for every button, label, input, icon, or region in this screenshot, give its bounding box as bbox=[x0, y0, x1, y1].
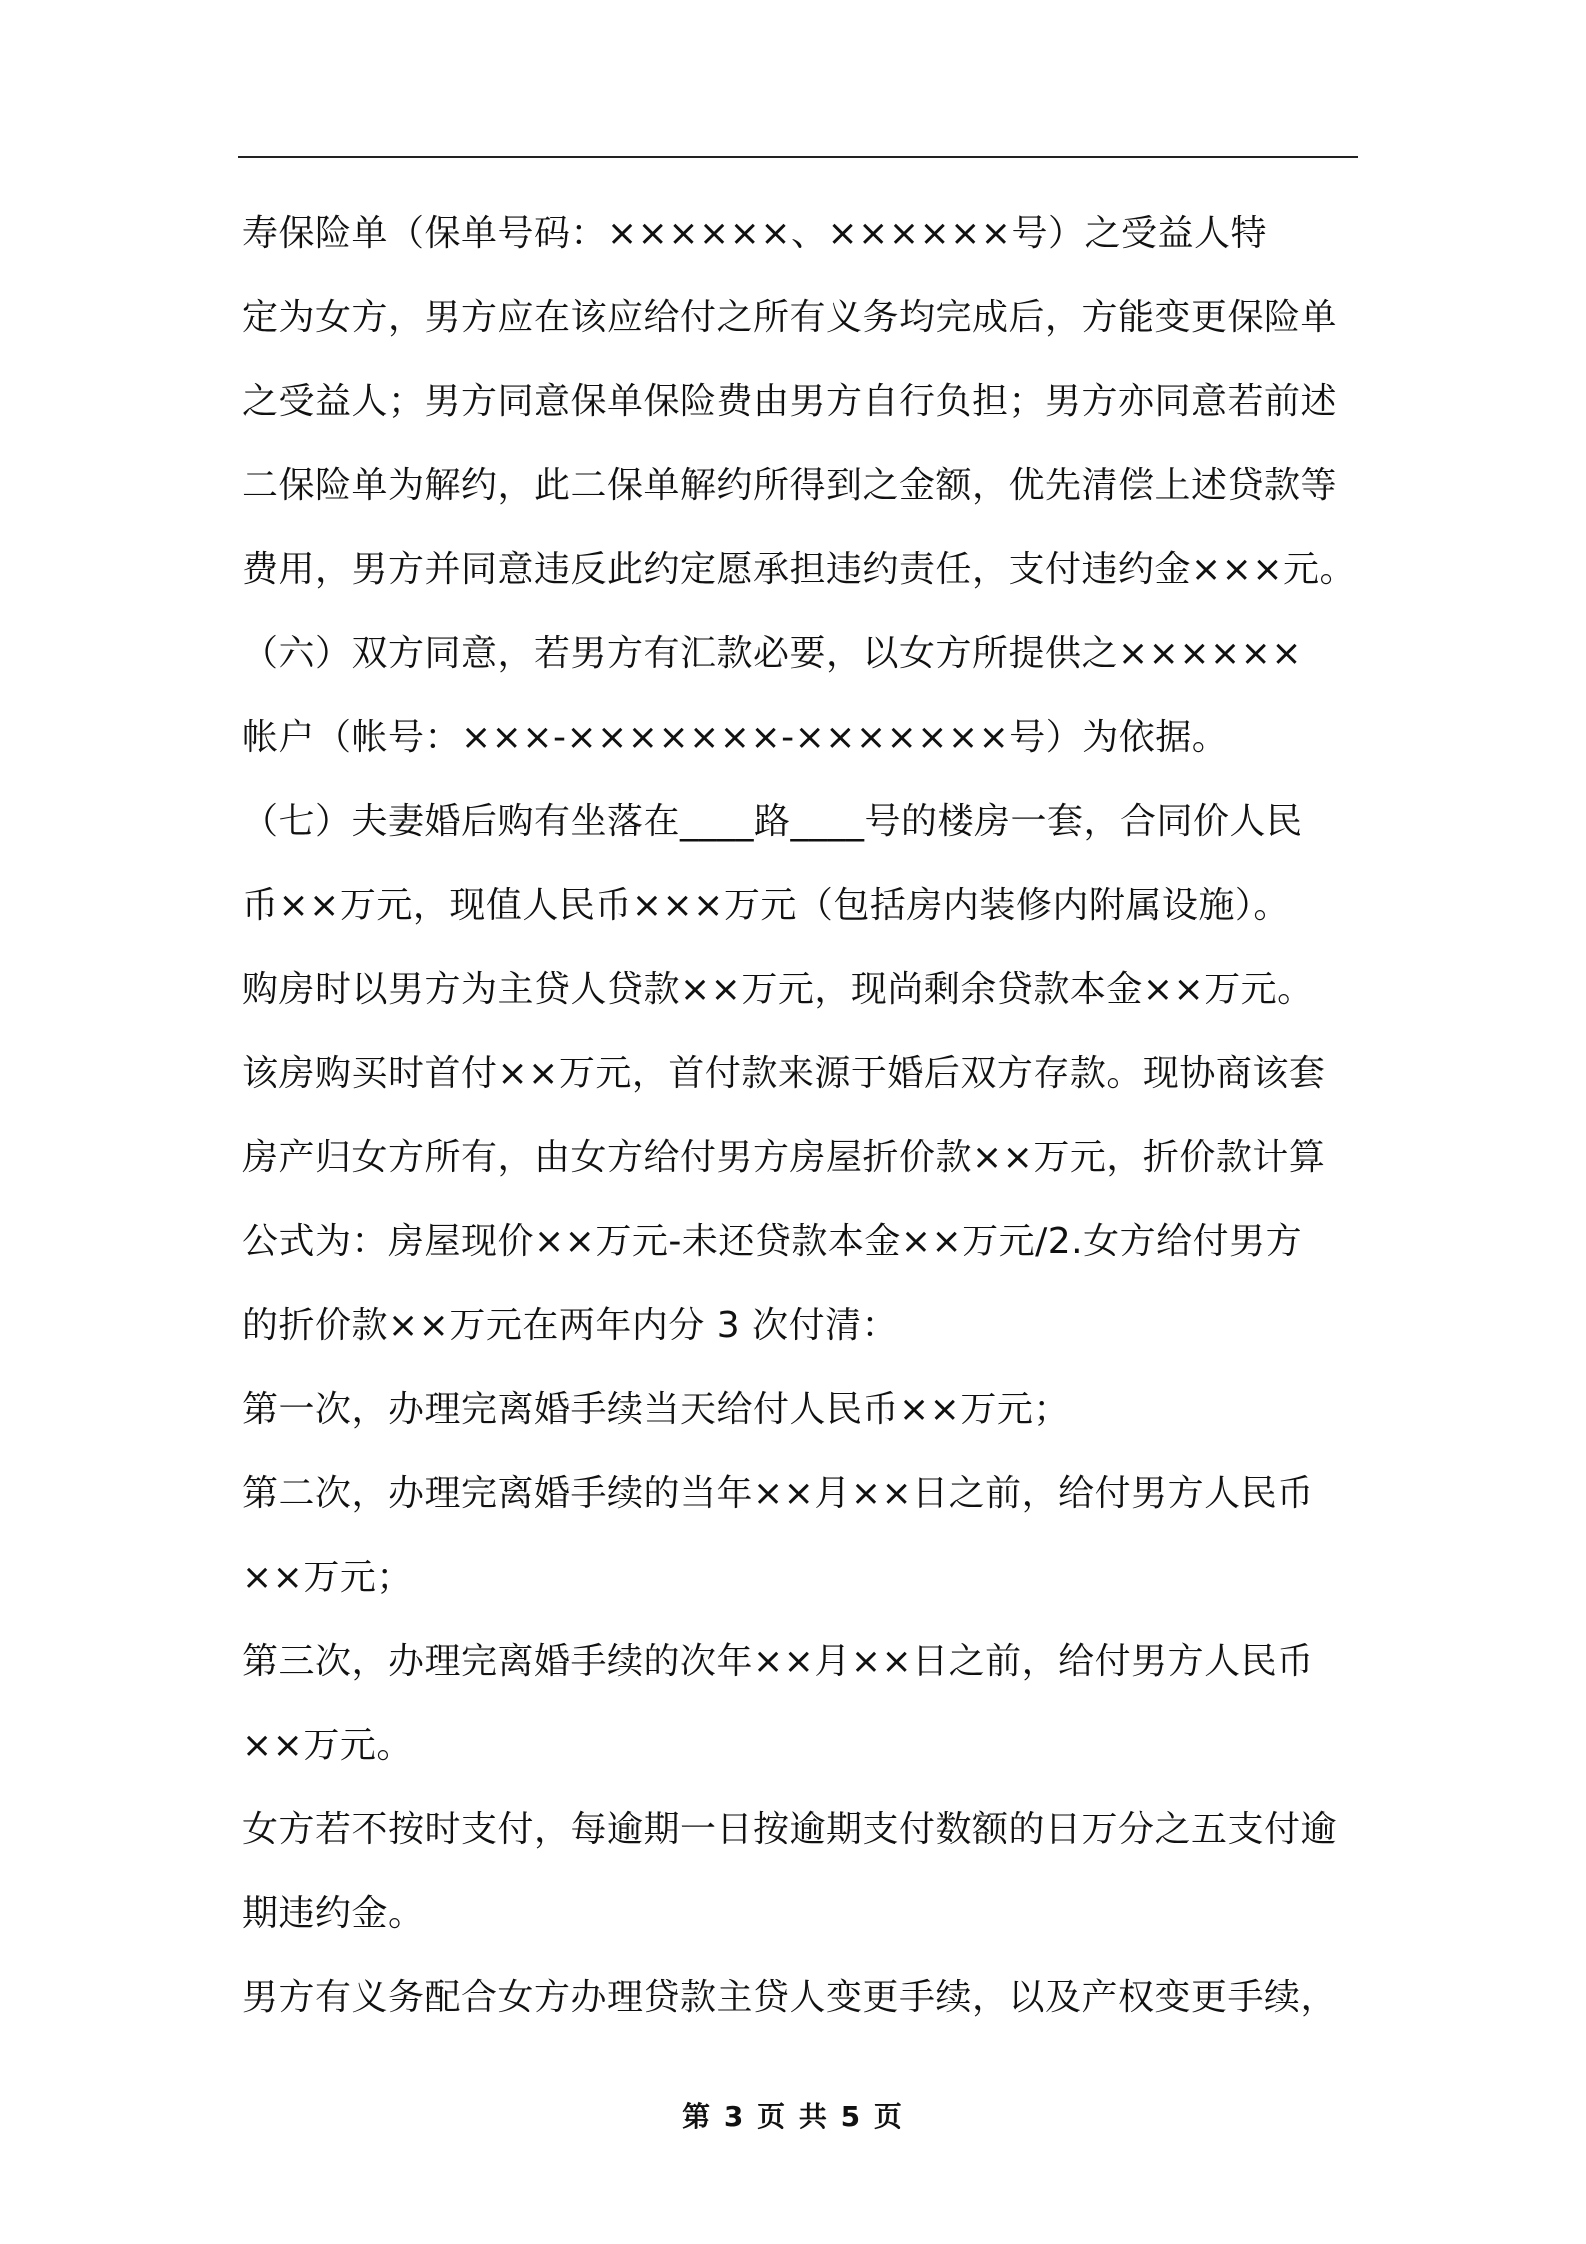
document-body bbox=[242, 192, 1372, 2040]
text-line: 寿保险单（保单号码：××××××、××××××号）之受益人特 bbox=[242, 213, 1267, 254]
header-rule bbox=[238, 156, 1358, 158]
text-line: （六）双方同意，若男方有汇款必要，以女方所提供之×××××× bbox=[242, 633, 1302, 674]
text-line: ××万元； bbox=[242, 1557, 413, 1598]
text-line: 购房时以男方为主贷人贷款××万元，现尚剩余贷款本金××万元。 bbox=[242, 969, 1314, 1010]
text-line: 帐户（帐号：×××-×××××××-×××××××号）为依据。 bbox=[242, 717, 1229, 758]
text-line: 该房购买时首付××万元，首付款来源于婚后双方存款。现协商该套 bbox=[242, 1053, 1326, 1094]
text-line: 币××万元，现值人民币×××万元（包括房内装修内附属设施）。 bbox=[242, 885, 1290, 926]
text-line: 房产归女方所有，由女方给付男方房屋折价款××万元，折价款计算 bbox=[242, 1137, 1326, 1178]
text-line: 公式为：房屋现价××万元-未还贷款本金××万元/2.女方给付男方 bbox=[242, 1221, 1303, 1262]
text-line: 之受益人；男方同意保单保险费由男方自行负担；男方亦同意若前述 bbox=[242, 381, 1338, 422]
text-line: 男方有义务配合女方办理贷款主贷人变更手续，以及产权变更手续， bbox=[242, 1977, 1338, 2018]
text-line: 第二次，办理完离婚手续的当年××月××日之前，给付男方人民币 bbox=[242, 1473, 1314, 1514]
text-line: 的折价款××万元在两年内分 3 次付清： bbox=[242, 1305, 899, 1346]
text-line: ××万元。 bbox=[242, 1725, 413, 1766]
text-line: 女方若不按时支付，每逾期一日按逾期支付数额的日万分之五支付逾 bbox=[242, 1809, 1338, 1850]
text-line: 二保险单为解约，此二保单解约所得到之金额，优先清偿上述贷款等 bbox=[242, 465, 1338, 506]
text-line: 定为女方，男方应在该应给付之所有义务均完成后，方能变更保险单 bbox=[242, 297, 1338, 338]
text-line: 期违约金。 bbox=[242, 1893, 425, 1934]
text-line: 第一次，办理完离婚手续当天给付人民币××万元； bbox=[242, 1389, 1070, 1430]
page-number: 第 3 页 共 5 页 bbox=[682, 2100, 904, 2133]
text-line: 费用，男方并同意违反此约定愿承担违约责任，支付违约金×××元。 bbox=[242, 549, 1356, 590]
text-line: （七）夫妻婚后购有坐落在____路____号的楼房一套，合同价人民 bbox=[242, 801, 1303, 842]
text-line: 第三次，办理完离婚手续的次年××月××日之前，给付男方人民币 bbox=[242, 1641, 1314, 1682]
